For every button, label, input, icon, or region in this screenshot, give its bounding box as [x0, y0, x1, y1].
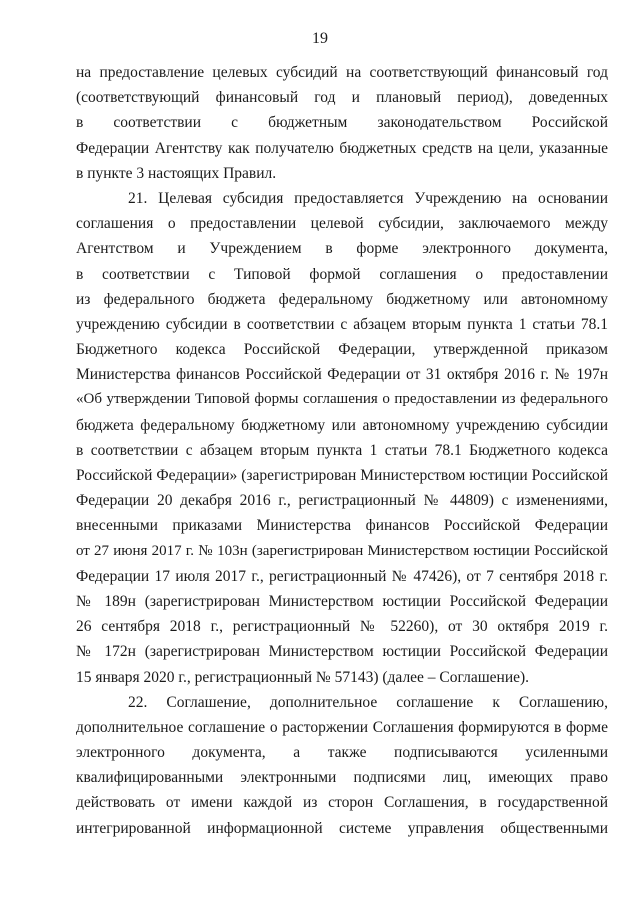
- text-line: Министерства финансов Российской Федерации от 31 октября 2016 г. № 197н: [76, 366, 608, 384]
- text-line: на предоставление целевых субсидий на соответствующий финансовый год: [76, 64, 608, 81]
- text-line: № 189н (зарегистрирован Министерством юстиции Российской Федерации: [76, 592, 608, 610]
- text-line: «Об утверждении Типовой формы соглашения о предоставлении из федерального: [76, 391, 608, 408]
- document-body: [76, 60, 608, 841]
- text-line: интегрированной информационной системе управления общественными: [76, 819, 608, 837]
- text-line: внесенными приказами Министерства финансов Российской Федерации: [76, 517, 608, 535]
- text-line: в пункте 3 настоящих Правил.: [76, 164, 277, 182]
- text-line: электронного документа, а также подписываются усиленными: [76, 744, 608, 762]
- page-number: 19: [312, 30, 328, 47]
- text-line: бюджета федеральному бюджетному или автономному учреждению субсидии: [76, 416, 608, 434]
- text-line: действовать от имени каждой из сторон Соглашения, в государственной: [76, 794, 608, 812]
- text-line: дополнительное соглашение о расторжении Соглашения формируются в форме: [76, 718, 608, 736]
- text-line: из федерального бюджета федеральному бюджетному или автономному: [76, 290, 608, 308]
- paragraph-21-start: 21. Целевая субсидия предоставляется Учреждению на основании: [128, 189, 608, 207]
- text-line: Российской Федерации» (зарегистрирован Министерством юстиции Российской: [76, 467, 608, 484]
- text-line: (соответствующий финансовый год и плановый период), доведенных: [76, 89, 608, 107]
- text-line: от 27 июня 2017 г. № 103н (зарегистрирован Министерством юстиции Российской: [76, 542, 608, 559]
- text-line: 26 сентября 2018 г., регистрационный № 52260), от 30 октября 2019 г.: [76, 618, 608, 636]
- text-line: Бюджетного кодекса Российской Федерации, утвержденной приказом: [76, 341, 608, 359]
- text-line: в соответствии с абзацем вторым пункта 1 статьи 78.1 Бюджетного кодекса: [76, 441, 608, 459]
- text-line: Федерации Агентству как получателю бюджетных средств на цели, указанные: [76, 139, 608, 157]
- text-line: в соответствии с бюджетным законодательством Российской: [76, 114, 608, 132]
- text-line: Федерации 17 июля 2017 г., регистрационный № 47426), от 7 сентября 2018 г.: [76, 567, 608, 585]
- text-line: Агентством и Учреждением в форме электронного документа,: [76, 240, 608, 258]
- text-line: квалифицированными электронными подписями лиц, имеющих право: [76, 769, 608, 787]
- text-line: Федерации 20 декабря 2016 г., регистрационный № 44809) с изменениями,: [76, 492, 608, 510]
- text-line: соглашения о предоставлении целевой субсидии, заключаемого между: [76, 215, 608, 233]
- text-line: в соответствии с Типовой формой соглашения о предоставлении: [76, 265, 608, 283]
- text-line: 15 января 2020 г., регистрационный № 57143) (далее – Соглашение).: [76, 668, 530, 686]
- paragraph-22-start: 22. Соглашение, дополнительное соглашение к Соглашению,: [128, 693, 608, 711]
- text-line: учреждению субсидии в соответствии с абзацем вторым пункта 1 статьи 78.1: [76, 315, 608, 333]
- text-line: № 172н (зарегистрирован Министерством юстиции Российской Федерации: [76, 643, 608, 661]
